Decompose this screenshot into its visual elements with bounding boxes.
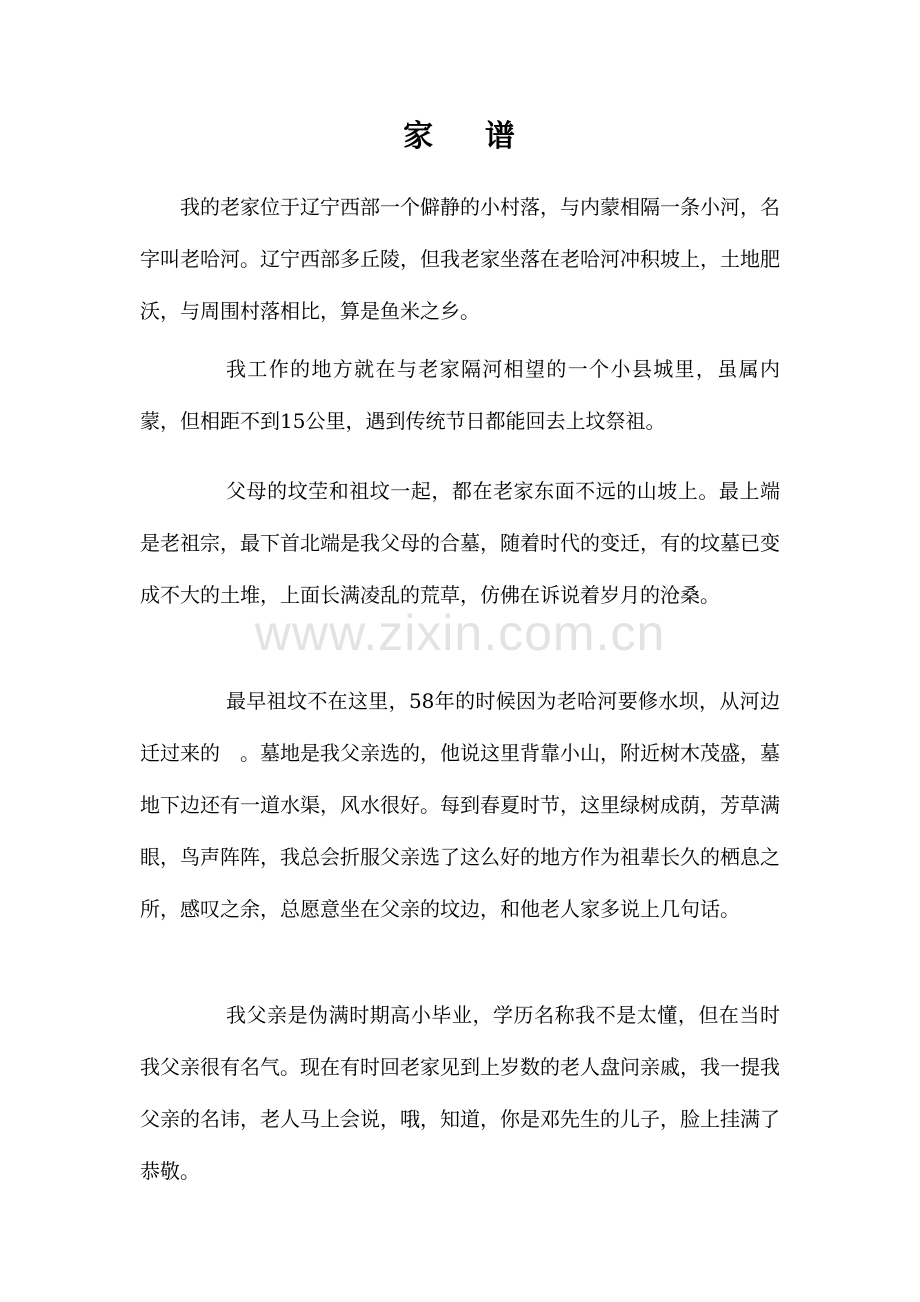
- paragraph-workplace: 我工作的地方就在与老家隔河相望的一个小县城里，虽属内蒙，但相距不到15公里，遇到传统节日都能回去上坟祭祖。: [140, 357, 780, 433]
- document-title: 家 谱: [403, 119, 517, 154]
- paragraph-grave-relocation: 最早祖坟不在这里，58年的时候因为老哈河要修水坝，从河边迁过来的 。墓地是我父亲选的，他说这里背靠小山，附近树木茂盛，墓地下边还有一道水渠，风水很好。每到春夏时节，这里绿树成荫，芳草满眼，鸟声阵阵，我总会折服父亲选了这么好的地方作为祖辈长久的栖息之所，感叹之余，总愿意坐在父亲的坟边，和他老人家多说上几句话。: [140, 689, 780, 921]
- paragraph-father: 我父亲是伪满时期高小毕业，学历名称我不是太懂，但在当时我父亲很有名气。现在有时回老家见到上岁数的老人盘问亲戚，我一提我父亲的名讳，老人马上会说，哦，知道，你是邓先生的儿子，脸上挂满了恭敬。: [140, 1003, 780, 1183]
- paragraph-ancestral-graves: 父母的坟茔和祖坟一起，都在老家东面不远的山坡上。最上端是老祖宗，最下首北端是我父母的合墓，随着时代的变迁，有的坟墓已变成不大的土堆，上面长满凌乱的荒草，仿佛在诉说着岁月的沧桑。: [140, 479, 780, 607]
- watermark: www.zixin.com.cn: [254, 605, 666, 661]
- paragraph-hometown: 我的老家位于辽宁西部一个僻静的小村落，与内蒙相隔一条小河，名字叫老哈河。辽宁西部多丘陵，但我老家坐落在老哈河冲积坡上，土地肥沃，与周围村落相比，算是鱼米之乡。: [140, 195, 780, 323]
